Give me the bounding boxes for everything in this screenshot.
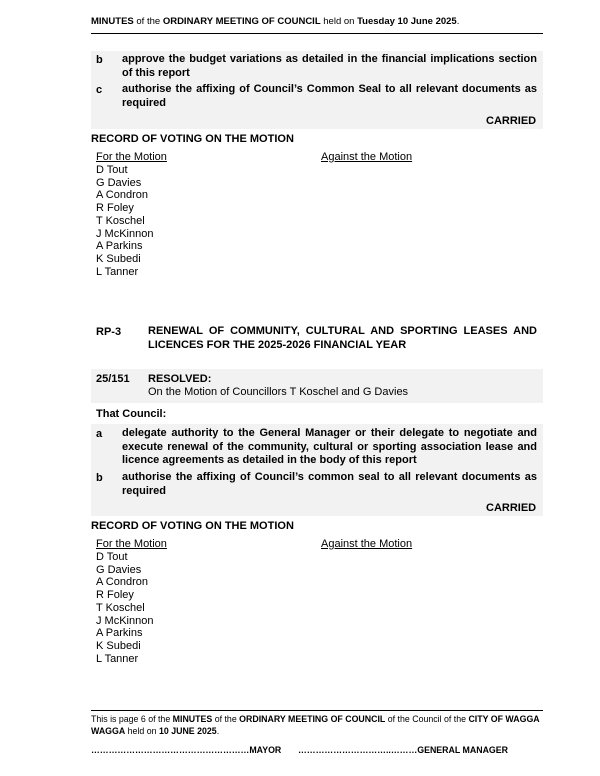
voter-name: G Davies	[96, 563, 142, 576]
voter-name: J McKinnon	[96, 227, 154, 240]
against-motion-label: Against the Motion	[321, 538, 413, 550]
voter-name: D Tout	[96, 551, 128, 563]
resolved-label: RESOLVED:	[148, 373, 212, 385]
page-footer	[91, 714, 546, 737]
carried-label: CARRIED	[486, 115, 537, 127]
footer-part: ORDINARY MEETING OF COUNCIL	[239, 714, 386, 724]
voter-name: A Parkins	[96, 240, 143, 253]
mayor-signature-line	[91, 745, 281, 755]
list-item-letter: b	[96, 54, 103, 66]
page-header	[91, 16, 459, 27]
list-item-text: authorise the affixing of Council’s common seal to all relevant documents as required	[122, 471, 537, 497]
resolution-number: 25/151	[96, 373, 130, 385]
motion-movers: On the Motion of Councillors T Koschel and G Davies	[148, 386, 409, 398]
voter-name: A Condron	[96, 576, 148, 589]
header-part: ORDINARY MEETING OF COUNCIL	[162, 16, 321, 27]
report-title: RENEWAL OF COMMUNITY, CULTURAL AND SPORTING LEASES AND LICENCES FOR THE 2025-2026 FINANCIAL YEAR	[148, 325, 537, 351]
footer-part: CITY OF WAGGA WAGGA	[91, 714, 540, 736]
voter-name: G Davies	[96, 176, 142, 189]
voter-name: K Subedi	[96, 252, 141, 265]
voter-name: J McKinnon	[96, 614, 154, 627]
footer-part: .	[216, 725, 220, 736]
footer-part: held on	[125, 725, 159, 736]
header-part: Tuesday 10 June 2025	[357, 16, 457, 27]
header-part: held on	[320, 16, 358, 27]
voter-name: T Koschel	[96, 214, 145, 227]
footer-part: This is page 6 of the	[91, 714, 173, 724]
voting-heading: RECORD OF VOTING ON THE MOTION	[91, 520, 294, 532]
gm-signature-text: …………………………..………GENERAL MANAGER	[298, 745, 508, 755]
that-council-label: That Council:	[96, 408, 167, 420]
list-item-letter: c	[96, 84, 103, 96]
voter-list	[96, 551, 153, 665]
for-motion-label: For the Motion	[96, 538, 167, 550]
list-item-letter: b	[96, 472, 103, 484]
carried-label: CARRIED	[486, 502, 537, 514]
voter-name: K Subedi	[96, 639, 141, 652]
footer-part: of the	[212, 714, 240, 724]
voter-name: D Tout	[96, 164, 128, 176]
list-item-text: approve the budget variations as detailed in the financial implications section of this report	[122, 53, 537, 79]
mayor-signature-text: ………………………………………………MAYOR	[91, 745, 282, 755]
voter-name: R Foley	[96, 589, 134, 602]
for-motion-label: For the Motion	[96, 151, 167, 163]
list-item-letter: a	[96, 428, 103, 440]
against-motion-label: Against the Motion	[321, 151, 413, 163]
voter-name: A Parkins	[96, 627, 143, 640]
voter-name: T Koschel	[96, 601, 145, 614]
voter-name: A Condron	[96, 189, 148, 202]
footer-part: 10 JUNE 2025	[158, 725, 217, 736]
header-part: MINUTES	[91, 16, 134, 27]
footer-divider	[91, 710, 543, 711]
header-part: of the	[133, 16, 163, 27]
voter-name: L Tanner	[96, 652, 139, 665]
header-part: .	[456, 16, 460, 27]
list-item-text: delegate authority to the General Manager or their delegate to negotiate and execute renewal of the community, cultural or sporting association lease and licence agreements as detailed in the body of this report	[122, 427, 537, 466]
gm-signature-line	[298, 745, 508, 755]
footer-part: MINUTES	[172, 714, 213, 724]
voting-heading: RECORD OF VOTING ON THE MOTION	[91, 133, 294, 145]
voter-name: R Foley	[96, 202, 134, 215]
voter-list	[96, 164, 153, 278]
header-divider	[91, 33, 543, 34]
footer-part: of the Council of the	[385, 714, 469, 724]
voter-name: L Tanner	[96, 265, 139, 278]
report-code: RP-3	[96, 326, 122, 338]
list-item-text: authorise the affixing of Council’s Common Seal to all relevant documents as required	[122, 83, 537, 109]
